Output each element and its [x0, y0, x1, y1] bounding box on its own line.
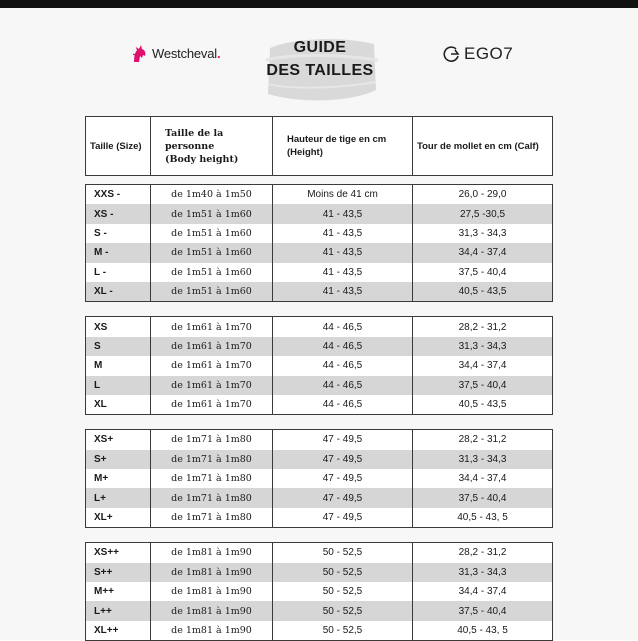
- table-row: [86, 224, 552, 243]
- calf-cell: 28,2 - 31,2: [458, 434, 507, 446]
- size-group: [85, 429, 553, 528]
- top-bar: [0, 0, 638, 8]
- table-row: [86, 430, 552, 449]
- table-row: [86, 356, 552, 375]
- shaft-height-cell: 50 - 52,5: [273, 563, 413, 582]
- horse-icon: [128, 42, 150, 64]
- size-cell: L++: [86, 601, 151, 620]
- title-line-2: DES TAILLES: [266, 62, 374, 79]
- size-cell: S -: [86, 224, 151, 243]
- shaft-height-cell: 50 - 52,5: [273, 543, 413, 562]
- shaft-height-cell: 47 - 49,5: [273, 450, 413, 469]
- body-height-cell: de 1m51 à 1m60: [151, 263, 273, 282]
- size-cell: M++: [86, 582, 151, 601]
- calf-cell: 40,5 - 43, 5: [457, 625, 508, 636]
- table-row: [86, 543, 552, 562]
- table-row: [86, 601, 552, 620]
- ego7-logo: [442, 44, 513, 64]
- size-cell: XXS -: [86, 185, 151, 204]
- shaft-height-cell: 44 - 46,5: [273, 317, 413, 336]
- table-row: [86, 469, 552, 488]
- size-cell: XS+: [86, 430, 151, 449]
- calf-cell: 34,4 - 37,4: [458, 473, 507, 485]
- body-height-cell: de 1m51 à 1m60: [151, 204, 273, 223]
- size-cell: S++: [86, 563, 151, 582]
- table-row: [86, 450, 552, 469]
- size-group: [85, 184, 553, 302]
- calf-cell: 34,4 - 37,4: [458, 360, 507, 372]
- size-cell: S+: [86, 450, 151, 469]
- body-height-cell: de 1m81 à 1m90: [151, 543, 273, 562]
- calf-cell: 28,2 - 31,2: [458, 547, 507, 559]
- westcheval-logo: [128, 42, 220, 64]
- shaft-height-cell: 50 - 52,5: [273, 601, 413, 620]
- ego7-wordmark: EGO7: [464, 44, 514, 63]
- shaft-height-cell: 47 - 49,5: [273, 469, 413, 488]
- size-cell: XL+: [86, 508, 151, 527]
- shaft-height-cell: 41 - 43,5: [273, 282, 413, 301]
- calf-cell: 34,4 - 37,4: [458, 247, 507, 259]
- body-height-cell: de 1m71 à 1m80: [151, 488, 273, 507]
- size-group: [85, 316, 553, 415]
- shaft-height-cell: 47 - 49,5: [273, 430, 413, 449]
- calf-cell: 40,5 - 43,5: [458, 286, 507, 298]
- size-cell: XL++: [86, 621, 151, 640]
- shaft-height-cell: 41 - 43,5: [273, 263, 413, 282]
- size-table: [85, 116, 553, 641]
- body-height-cell: de 1m81 à 1m90: [151, 621, 273, 640]
- table-row: [86, 317, 552, 336]
- body-height-cell: de 1m71 à 1m80: [151, 508, 273, 527]
- header-calf: Tour de mollet en cm (Calf): [417, 140, 539, 152]
- shaft-height-cell: Moins de 41 cm: [273, 185, 413, 204]
- shaft-height-cell: 47 - 49,5: [273, 508, 413, 527]
- calf-cell: 31,3 - 34,3: [458, 340, 507, 352]
- table-row: [86, 395, 552, 414]
- shaft-height-cell: 44 - 46,5: [273, 376, 413, 395]
- westcheval-wordmark: Westcheval.: [152, 45, 221, 61]
- page-title: [250, 36, 390, 82]
- calf-cell: 28,2 - 31,2: [458, 321, 507, 333]
- table-row: [86, 508, 552, 527]
- size-cell: XL: [86, 395, 151, 414]
- calf-cell: 37,5 - 40,4: [458, 266, 507, 278]
- table-row: [86, 337, 552, 356]
- calf-cell: 31,3 - 34,3: [458, 227, 507, 239]
- size-cell: XS -: [86, 204, 151, 223]
- table-row: [86, 185, 552, 204]
- size-cell: L: [86, 376, 151, 395]
- shaft-height-cell: 44 - 46,5: [273, 356, 413, 375]
- body-height-cell: de 1m71 à 1m80: [151, 450, 273, 469]
- calf-cell: 40,5 - 43,5: [458, 399, 507, 411]
- shaft-height-cell: 44 - 46,5: [273, 337, 413, 356]
- header-size: Taille (Size): [86, 117, 151, 175]
- size-cell: M+: [86, 469, 151, 488]
- size-cell: M: [86, 356, 151, 375]
- body-height-cell: de 1m61 à 1m70: [151, 317, 273, 336]
- table-row: [86, 621, 552, 640]
- body-height-cell: de 1m51 à 1m60: [151, 282, 273, 301]
- body-height-cell: de 1m71 à 1m80: [151, 469, 273, 488]
- calf-cell: 40,5 - 43, 5: [457, 512, 508, 524]
- size-cell: L+: [86, 488, 151, 507]
- shaft-height-cell: 50 - 52,5: [273, 621, 413, 640]
- body-height-cell: de 1m71 à 1m80: [151, 430, 273, 449]
- size-cell: L -: [86, 263, 151, 282]
- body-height-cell: de 1m40 à 1m50: [151, 185, 273, 204]
- calf-cell: 31,3 - 34,3: [458, 453, 507, 465]
- calf-cell: 37,5 - 40,4: [458, 379, 507, 391]
- shaft-height-cell: 50 - 52,5: [273, 582, 413, 601]
- calf-cell: 37,5 - 40,4: [458, 492, 507, 504]
- table-header: [85, 116, 553, 176]
- size-cell: XS++: [86, 543, 151, 562]
- body-height-cell: de 1m61 à 1m70: [151, 356, 273, 375]
- title-line-1: GUIDE: [293, 39, 347, 56]
- table-row: [86, 563, 552, 582]
- body-height-cell: de 1m61 à 1m70: [151, 376, 273, 395]
- header-shaft-height: Hauteur de tige en cm (Height): [273, 117, 413, 175]
- shaft-height-cell: 41 - 43,5: [273, 224, 413, 243]
- table-row: [86, 376, 552, 395]
- header-row: [86, 117, 552, 175]
- table-row: [86, 204, 552, 223]
- shaft-height-cell: 41 - 43,5: [273, 204, 413, 223]
- body-height-cell: de 1m61 à 1m70: [151, 395, 273, 414]
- size-cell: M -: [86, 243, 151, 262]
- calf-cell: 26,0 - 29,0: [458, 189, 507, 201]
- size-group: [85, 542, 553, 641]
- table-row: [86, 582, 552, 601]
- ego7-mark-icon: [442, 44, 462, 64]
- table-row: [86, 282, 552, 301]
- body-height-cell: de 1m81 à 1m90: [151, 601, 273, 620]
- size-cell: XL -: [86, 282, 151, 301]
- shaft-height-cell: 41 - 43,5: [273, 243, 413, 262]
- calf-cell: 27,5 -30,5: [459, 208, 506, 220]
- body-height-cell: de 1m51 à 1m60: [151, 243, 273, 262]
- body-height-cell: de 1m81 à 1m90: [151, 563, 273, 582]
- body-height-cell: de 1m81 à 1m90: [151, 582, 273, 601]
- shaft-height-cell: 44 - 46,5: [273, 395, 413, 414]
- body-height-cell: de 1m61 à 1m70: [151, 337, 273, 356]
- table-row: [86, 243, 552, 262]
- calf-cell: 34,4 - 37,4: [458, 586, 507, 598]
- header-body-height: Taille de la personne (Body height): [151, 117, 273, 175]
- calf-cell: 31,3 - 34,3: [458, 566, 507, 578]
- calf-cell: 37,5 - 40,4: [458, 605, 507, 617]
- size-cell: XS: [86, 317, 151, 336]
- shaft-height-cell: 47 - 49,5: [273, 488, 413, 507]
- body-height-cell: de 1m51 à 1m60: [151, 224, 273, 243]
- size-cell: S: [86, 337, 151, 356]
- table-row: [86, 488, 552, 507]
- table-row: [86, 263, 552, 282]
